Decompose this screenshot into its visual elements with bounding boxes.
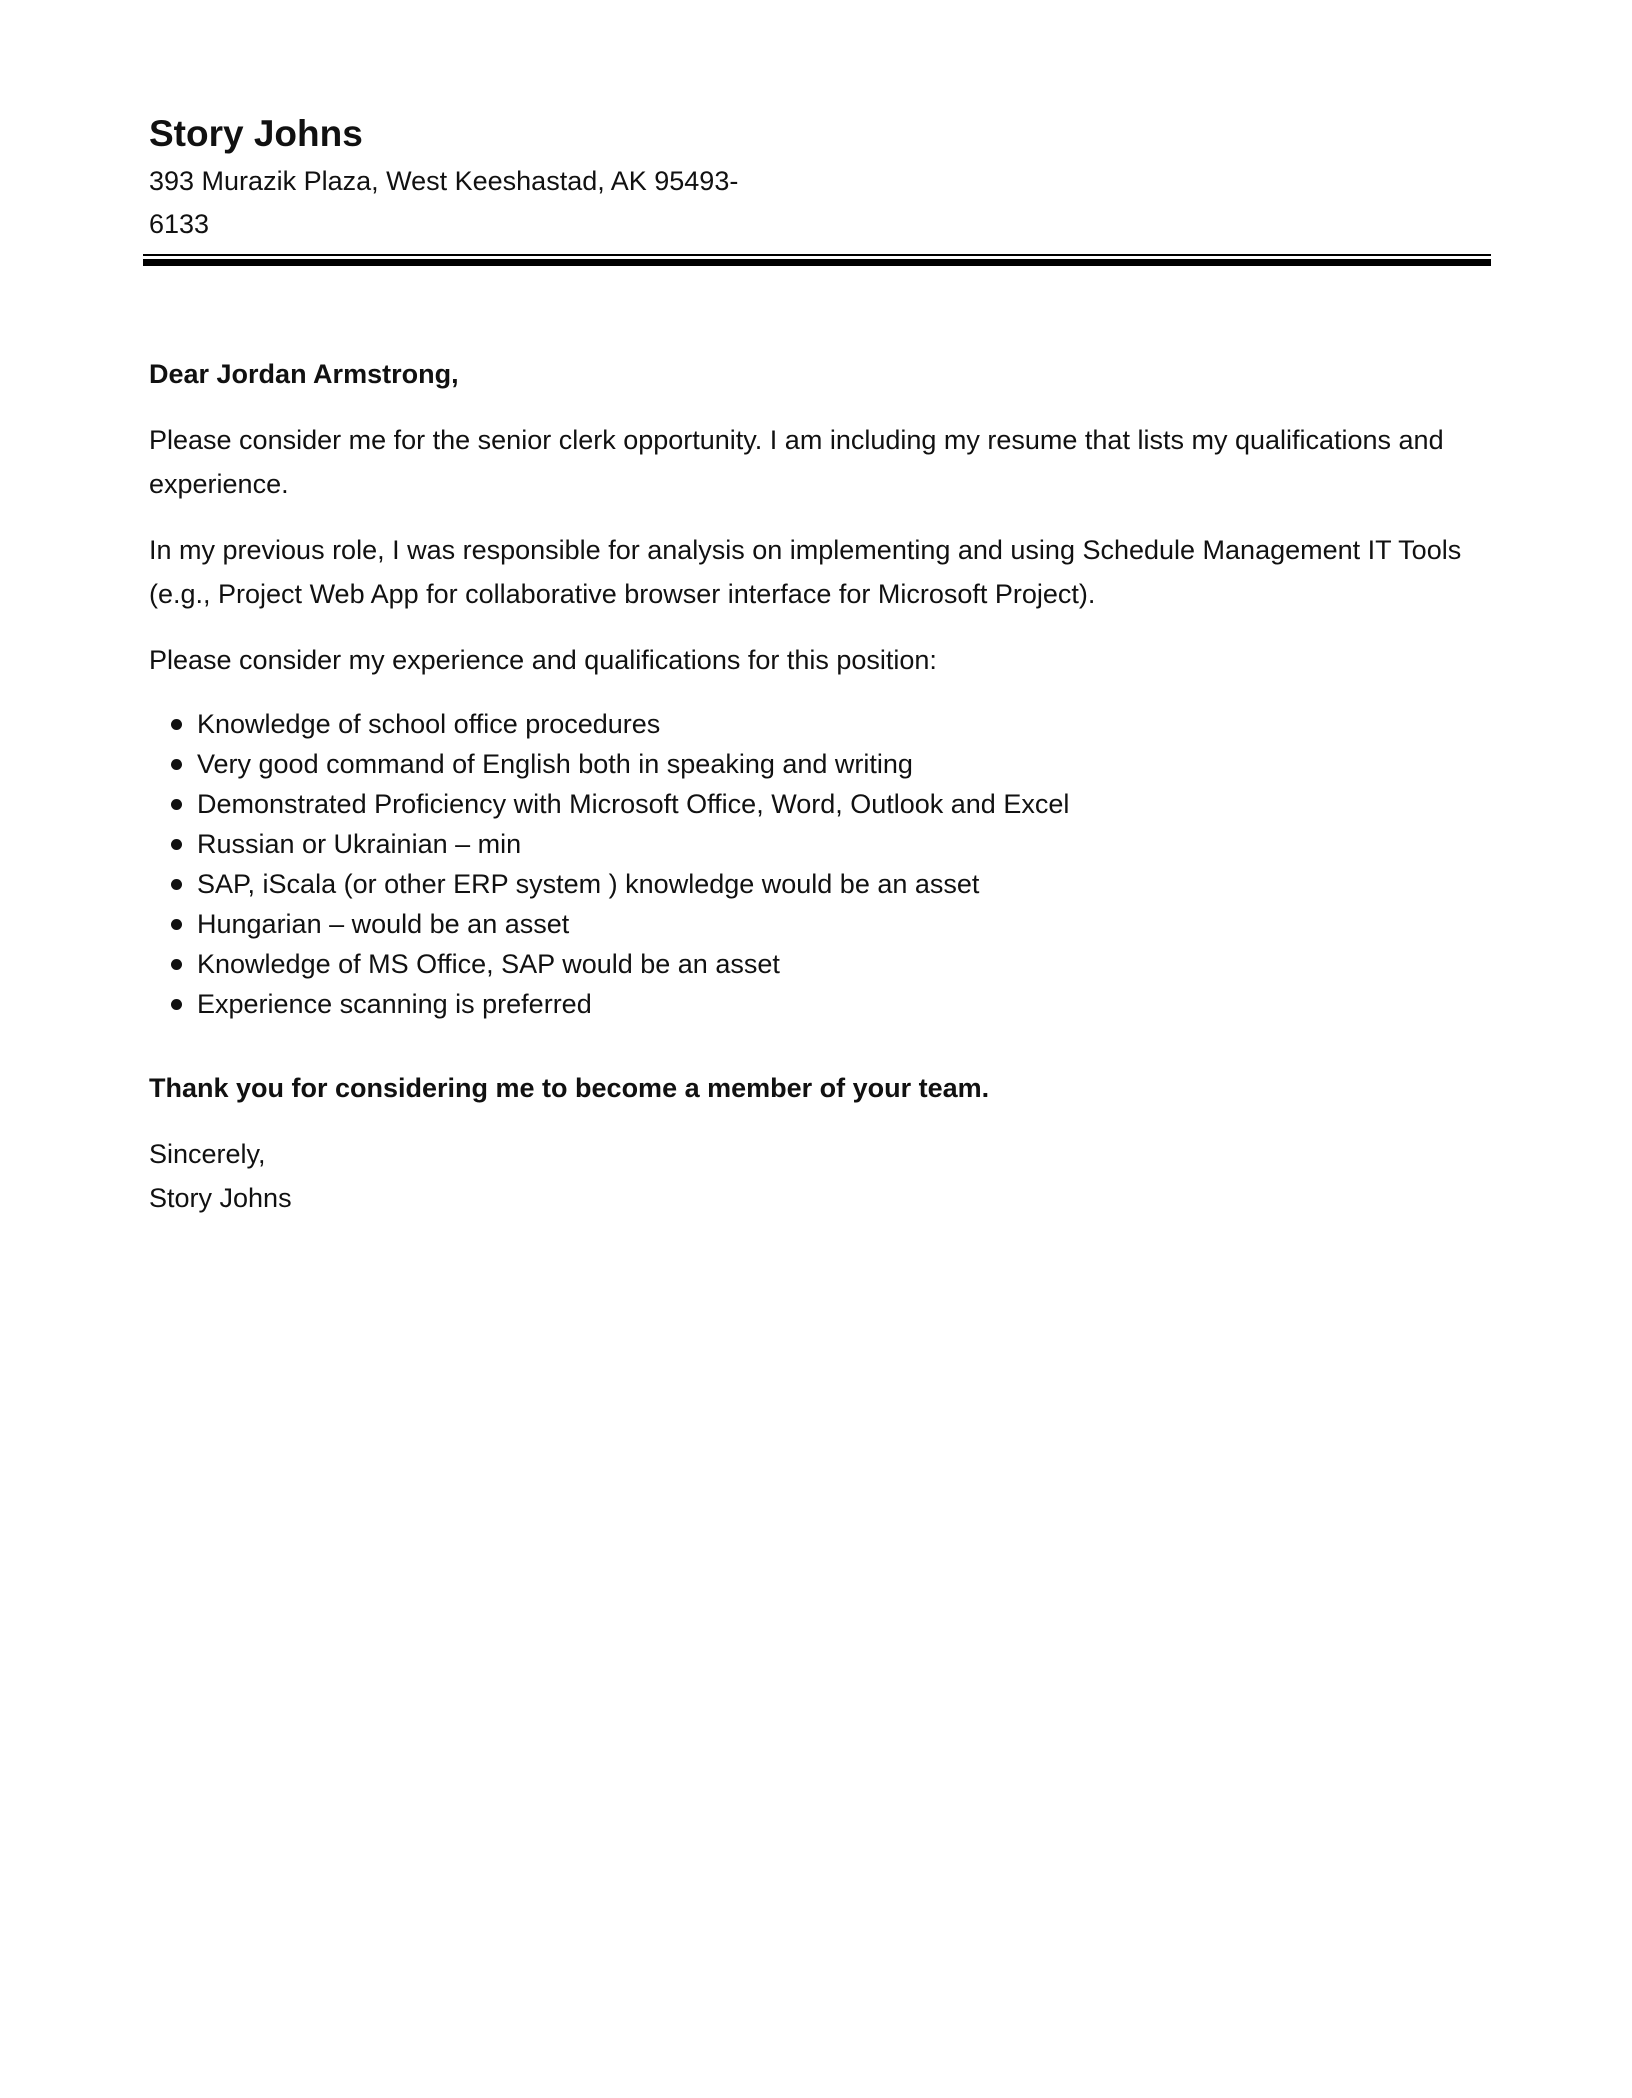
list-item xyxy=(149,984,1489,1024)
bullet-icon xyxy=(171,879,182,890)
list-item-text: Demonstrated Proficiency with Microsoft Office, Word, Outlook and Excel xyxy=(197,789,1070,819)
list-item xyxy=(149,704,1489,744)
sender-address-line1: 393 Murazik Plaza, West Keeshastad, AK 95493- xyxy=(149,166,739,196)
signoff-block xyxy=(149,1132,1489,1220)
bullet-icon xyxy=(171,759,182,770)
salutation: Dear Jordan Armstrong, xyxy=(149,359,459,389)
bullet-icon xyxy=(171,839,182,850)
letter-body xyxy=(149,352,1489,1220)
sender-name: Story Johns xyxy=(149,113,363,154)
list-item-text: Knowledge of school office procedures xyxy=(197,709,661,739)
bullet-icon xyxy=(171,919,182,930)
divider-thin-line xyxy=(143,254,1491,256)
bullet-icon xyxy=(171,719,182,730)
paragraph-intro: Please consider me for the senior clerk opportunity. I am including my resume that lists my qualifications and experience. xyxy=(149,425,1444,499)
sender-address-line2: 6133 xyxy=(149,209,210,239)
divider-thick-line xyxy=(143,259,1491,266)
list-item-text: Hungarian – would be an asset xyxy=(197,909,570,939)
paragraph-qualifications-intro: Please consider my experience and qualifications for this position: xyxy=(149,645,937,675)
list-item-text: Knowledge of MS Office, SAP would be an asset xyxy=(197,949,780,979)
bullet-icon xyxy=(171,999,182,1010)
paragraph-previous-role: In my previous role, I was responsible for analysis on implementing and using Schedule Management IT Tools (e.g., Project Web App for collaborative browser interface for Microsoft Project). xyxy=(149,535,1462,609)
list-item-text: Russian or Ukrainian – min xyxy=(197,829,522,859)
list-item xyxy=(149,824,1489,864)
list-item-text: SAP, iScala (or other ERP system ) knowledge would be an asset xyxy=(197,869,980,899)
signature-name: Story Johns xyxy=(149,1183,292,1213)
bullet-icon xyxy=(171,959,182,970)
qualifications-list xyxy=(149,704,1489,1024)
list-item xyxy=(149,744,1489,784)
list-item xyxy=(149,944,1489,984)
letter-header xyxy=(149,108,1489,246)
closing-statement: Thank you for considering me to become a member of your team. xyxy=(149,1073,990,1103)
sender-address xyxy=(149,160,789,246)
list-item xyxy=(149,904,1489,944)
list-item xyxy=(149,864,1489,904)
signoff: Sincerely, xyxy=(149,1139,266,1169)
list-item xyxy=(149,784,1489,824)
list-item-text: Experience scanning is preferred xyxy=(197,989,592,1019)
bullet-icon xyxy=(171,799,182,810)
list-item-text: Very good command of English both in speaking and writing xyxy=(197,749,913,779)
header-divider xyxy=(143,254,1491,266)
